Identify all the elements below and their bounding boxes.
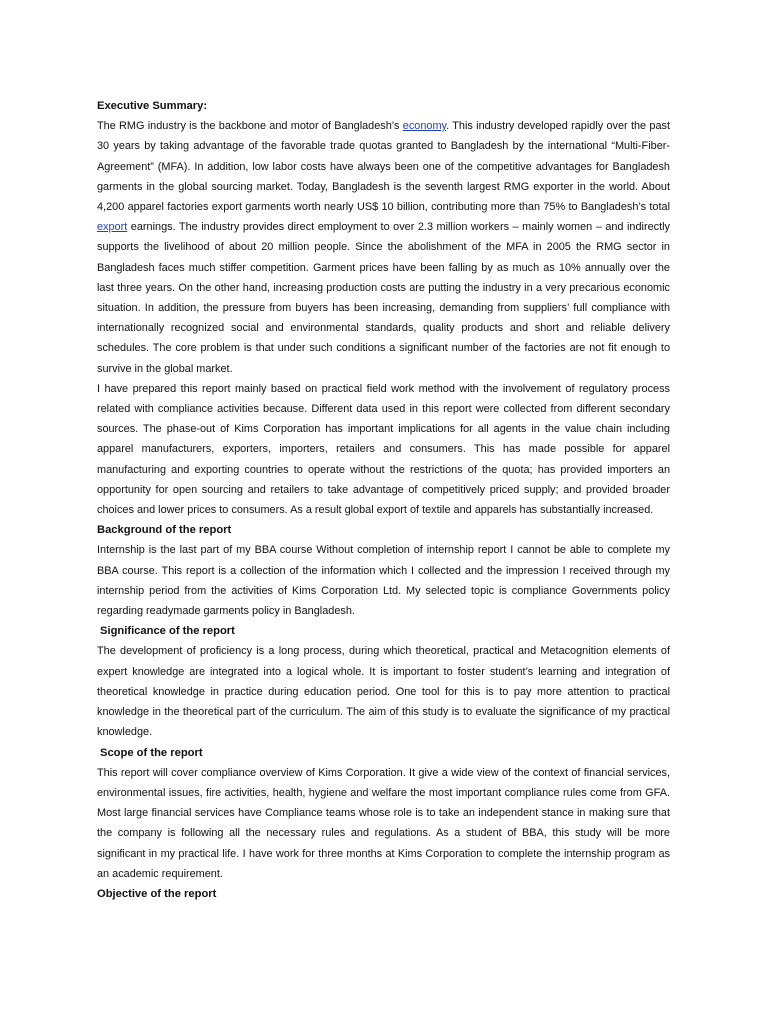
significance-paragraph: The development of proficiency is a long process, during which theoretical, practical and Metacognition elements of expert knowledge are integrated into a logical whole. It is important to foster student’s learning and integration of theoretical knowledge in practice during education period. One tool for this is to pay more attention to practical knowledge in the theoretical part of the curriculum. The aim of this study is to evaluate the significance of my practical knowledge. [97,645,670,739]
text-run: The RMG industry is the backbone and motor of Bangladesh’s [97,120,403,133]
document-page [97,96,670,904]
text-run: earnings. The industry provides direct employment to over 2.3 million workers – mainly women – and indirectly supports the livelihood of about 20 million people. Since the abolishment of the MFA in 2005 the RMG sector in Bangladesh faces much stiffer competition. Garment prices have been falling by as much as 10% annually over the last three years. On the other hand, increasing production costs are putting the industry in a very precarious economic situation. In addition, the pressure from buyers has been increasing, demanding from suppliers’ full compliance with internationally recognized social and environmental standards, quality products and short and reliable delivery schedules. The core problem is that under such conditions a significant number of the factories are not fit enough to survive in the global market. [97,221,670,375]
significance-heading: Significance of the report [100,625,235,638]
executive-summary-paragraph-2: I have prepared this report mainly based on practical field work method with the involvement of regulatory process related with compliance activities because. Different data used in this report were collected from different secondary sources. The phase-out of Kims Corporation has important implications for all agents in the value chain including apparel manufacturers, exporters, importers, retailers and consumers. This has made possible for apparel manufacturing and exporting countries to operate without the restrictions of the quota; has provided importers an opportunity for open sourcing and retailers to take advantage of competitively priced supply; and provided broader choices and lower prices to consumers. As a result global export of textile and apparels has substantially increased. [97,382,670,517]
economy-link[interactable]: economy [402,120,447,133]
objective-heading: Objective of the report [97,887,217,900]
executive-summary-paragraph-1 [97,116,670,379]
background-paragraph: Internship is the last part of my BBA course Without completion of internship report I cannot be able to complete my BBA course. This report is a collection of the information which I collected and the impression I received through my internship period from the activities of Kims Corporation Ltd. My selected topic is compliance Governments policy regarding readymade garments policy in Bangladesh. [97,544,670,618]
background-heading: Background of the report [97,524,232,537]
scope-heading: Scope of the report [100,746,203,759]
export-link[interactable]: export [97,221,128,234]
text-run: . This industry developed rapidly over the past 30 years by taking advantage of the favorable trade quotas granted to Bangladesh by the international “Multi-Fiber-Agreement” (MFA). In addition, low labor costs have always been one of the competitive advantages for Bangladesh garments in the global sourcing market. Today, Bangladesh is the seventh largest RMG exporter in the world. About 4,200 apparel factories export garments worth nearly US$ 10 billion, contributing more than 75% to Bangladesh’s total [97,120,670,214]
scope-paragraph: This report will cover compliance overview of Kims Corporation. It give a wide view of the context of financial services, environmental issues, fire activities, health, hygiene and welfare the most important compliance rules come from GFA. Most large financial services have Compliance teams whose role is to take an independent stance in making sure that the company is following all the necessary rules and regulations. As a student of BBA, this study will be more significant in my practical life. I have work for three months at Kims Corporation to complete the internship program as an academic requirement. [97,766,670,880]
executive-summary-heading: Executive Summary: [97,100,208,112]
